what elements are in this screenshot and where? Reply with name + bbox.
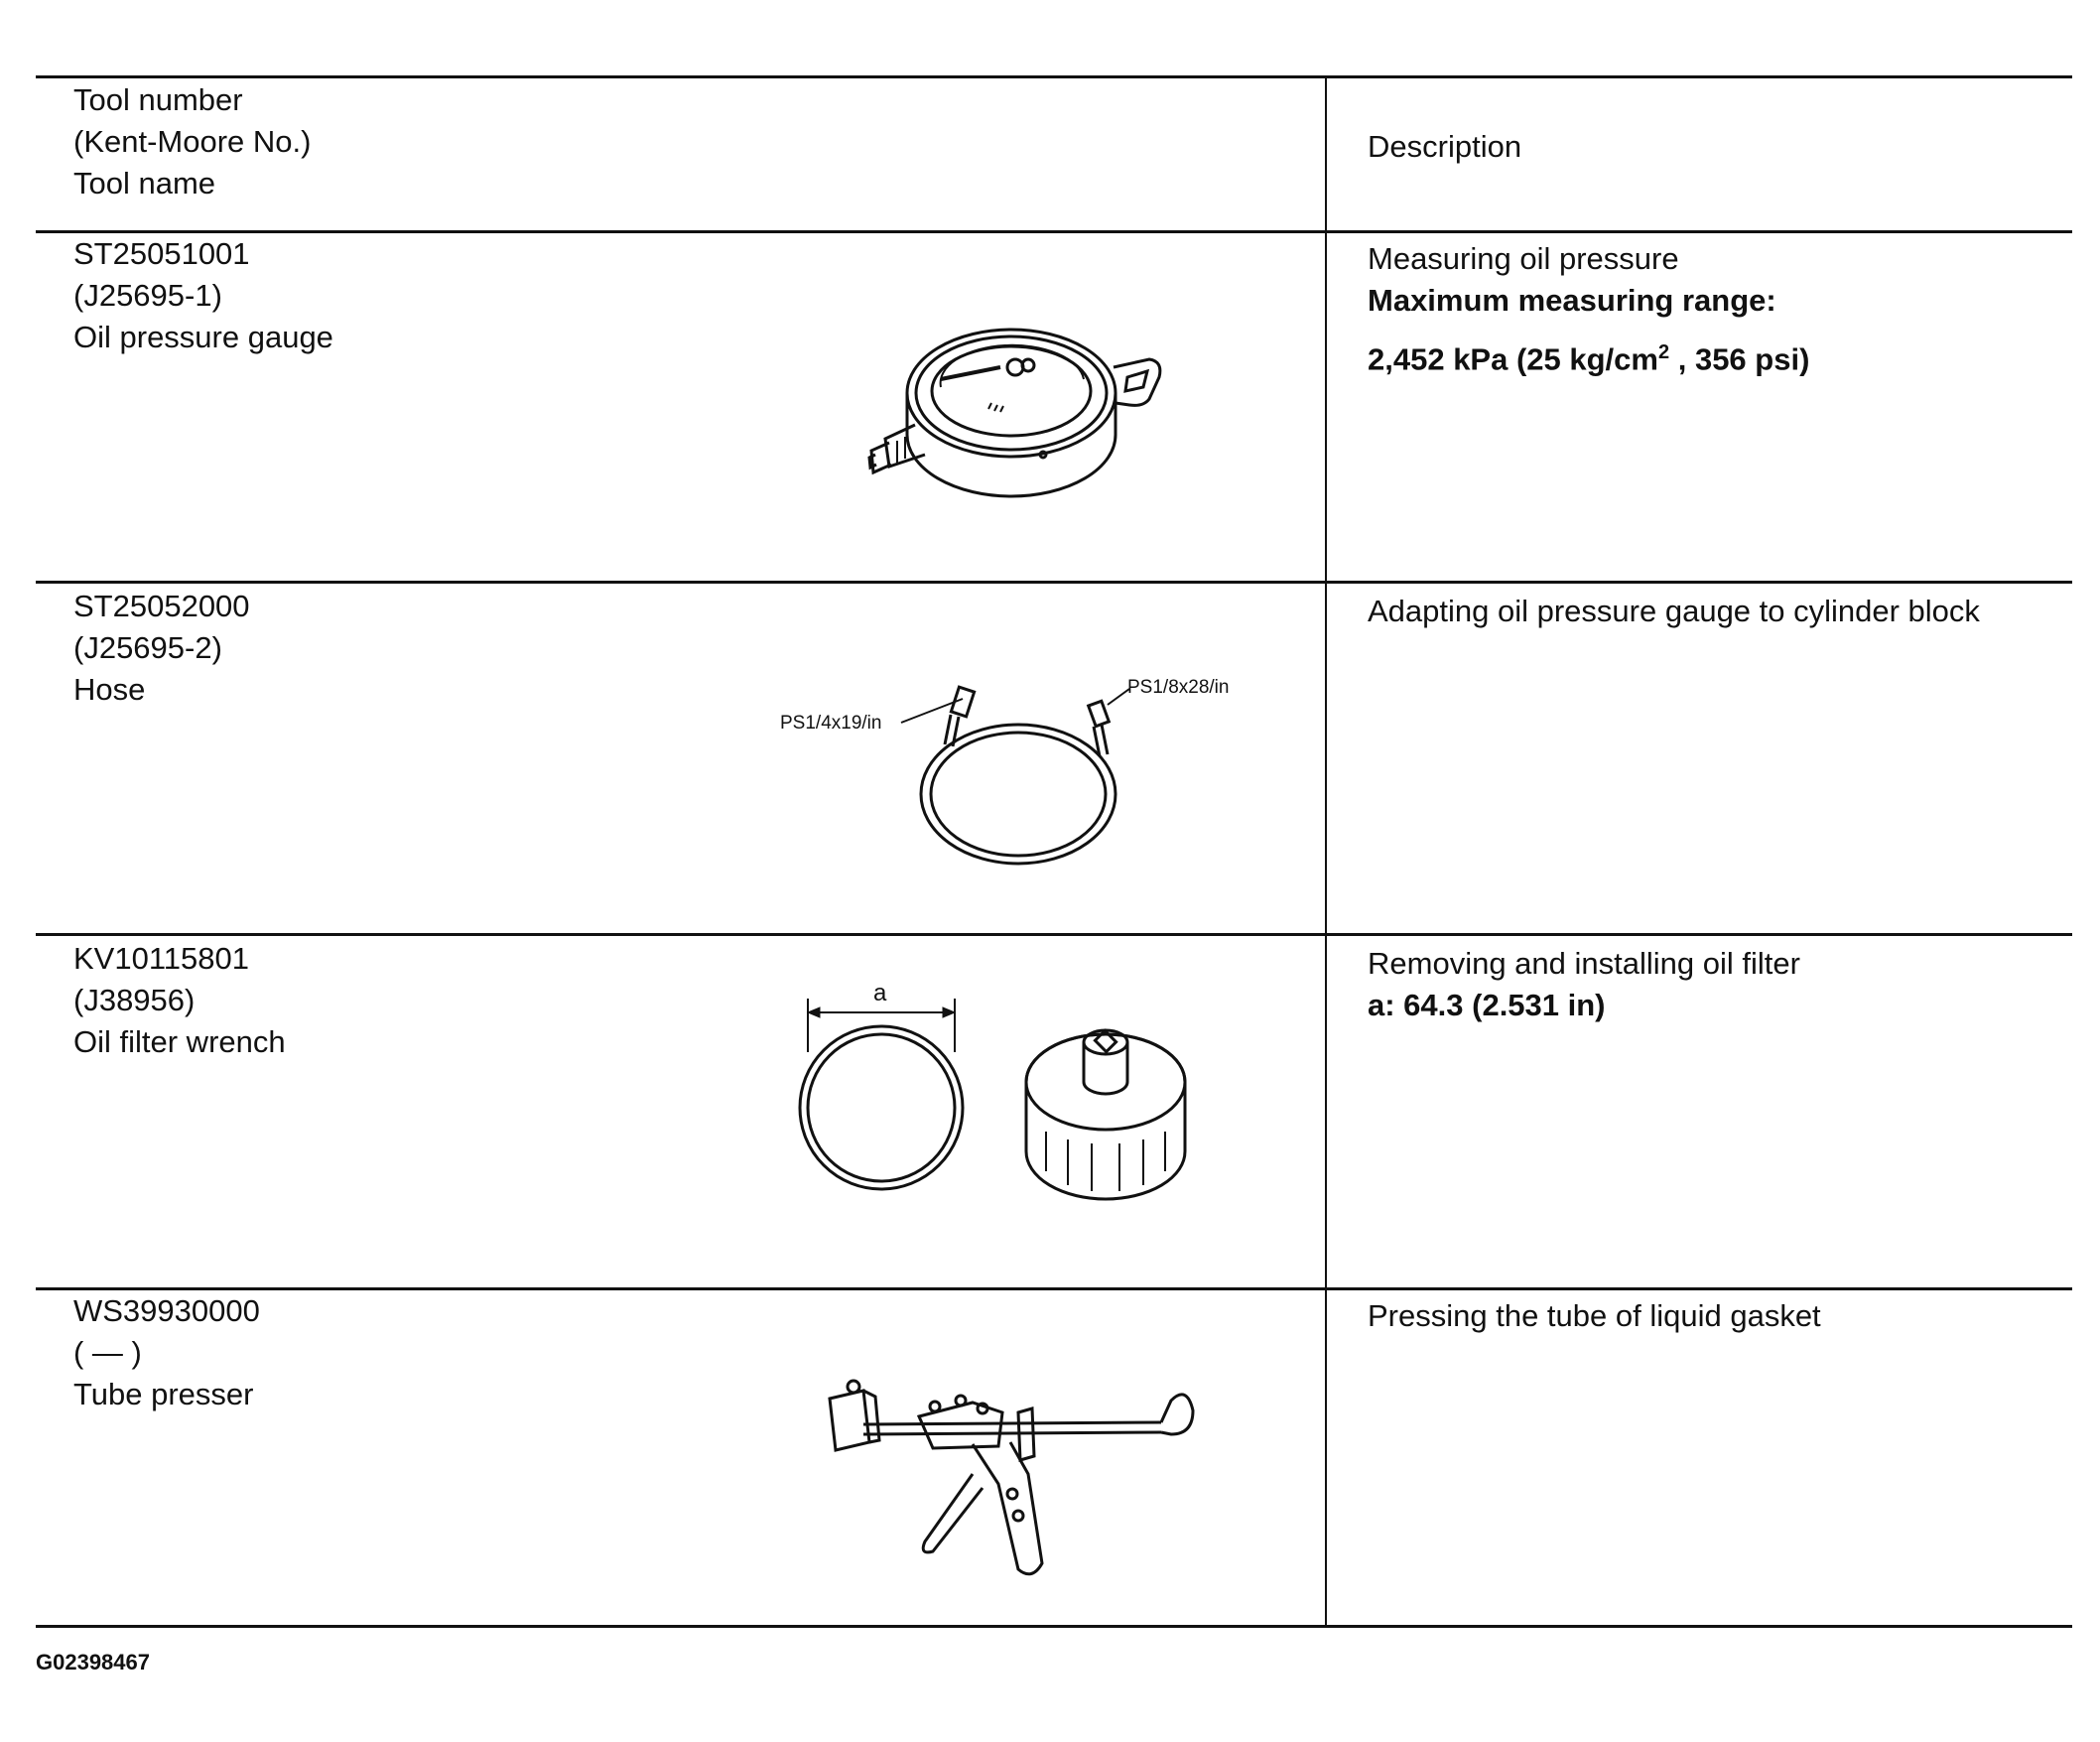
- description-cell: [1368, 238, 1809, 380]
- kent-moore-number: ( — ): [73, 1335, 142, 1370]
- figure-id: G02398467: [36, 1650, 150, 1675]
- header-tool-column: [73, 79, 311, 204]
- oil-filter-wrench-icon: [794, 980, 1201, 1201]
- row-divider: [36, 1287, 2072, 1290]
- tool-number: ST25052000: [73, 589, 250, 623]
- tool-name: Hose: [73, 672, 146, 707]
- kent-moore-number: (J25695-1): [73, 278, 222, 313]
- oil-pressure-gauge-icon: [861, 316, 1169, 524]
- table-top-rule: [36, 75, 2072, 78]
- description-text: Measuring oil pressure: [1368, 241, 1679, 276]
- header-description: Description: [1368, 129, 1522, 164]
- description-cell: [1368, 591, 1980, 632]
- kent-moore-number: (J25695-2): [73, 630, 222, 665]
- header-kent-moore: (Kent-Moore No.): [73, 124, 312, 159]
- row-divider: [36, 933, 2072, 936]
- tool-name: Tube presser: [73, 1377, 254, 1411]
- description-cell: [1368, 1295, 1821, 1337]
- kent-moore-number: (J38956): [73, 983, 196, 1017]
- hose-icon: [774, 665, 1250, 864]
- description-text: Pressing the tube of liquid gasket: [1368, 1298, 1821, 1333]
- spec-value: [1368, 332, 1809, 380]
- tool-number: KV10115801: [73, 941, 249, 976]
- table-row: [73, 586, 250, 711]
- tool-number: ST25051001: [73, 236, 250, 271]
- tool-name: Oil filter wrench: [73, 1024, 286, 1059]
- description-cell: [1368, 943, 1800, 1026]
- hose-callout-right: PS1/8x28/in: [1127, 677, 1230, 698]
- dimension-label: a: [873, 980, 887, 1006]
- tube-presser-icon: [824, 1365, 1201, 1583]
- tool-name: Oil pressure gauge: [73, 320, 333, 354]
- spec-value-tail: , 356 psi): [1669, 341, 1810, 377]
- description-text: Adapting oil pressure gauge to cylinder block: [1368, 594, 1980, 628]
- header-tool-number: Tool number: [73, 82, 243, 117]
- tool-number: WS39930000: [73, 1293, 260, 1328]
- spec-superscript: 2: [1657, 341, 1670, 363]
- table-row: [73, 233, 333, 358]
- table-row: [73, 1290, 260, 1415]
- row-divider: [36, 581, 2072, 584]
- description-text: Removing and installing oil filter: [1368, 946, 1800, 981]
- table-row: [73, 938, 286, 1063]
- spec-label: Maximum measuring range:: [1368, 283, 1776, 318]
- column-divider: [1325, 75, 1327, 1627]
- header-tool-name: Tool name: [73, 166, 216, 201]
- table-bottom-rule: [36, 1625, 2072, 1628]
- row-divider: [36, 230, 2072, 233]
- spec-value-main: 2,452 kPa (25 kg/cm: [1368, 341, 1658, 377]
- spec-value: a: 64.3 (2.531 in): [1368, 988, 1606, 1022]
- hose-callout-left: PS1/4x19/in: [780, 713, 882, 734]
